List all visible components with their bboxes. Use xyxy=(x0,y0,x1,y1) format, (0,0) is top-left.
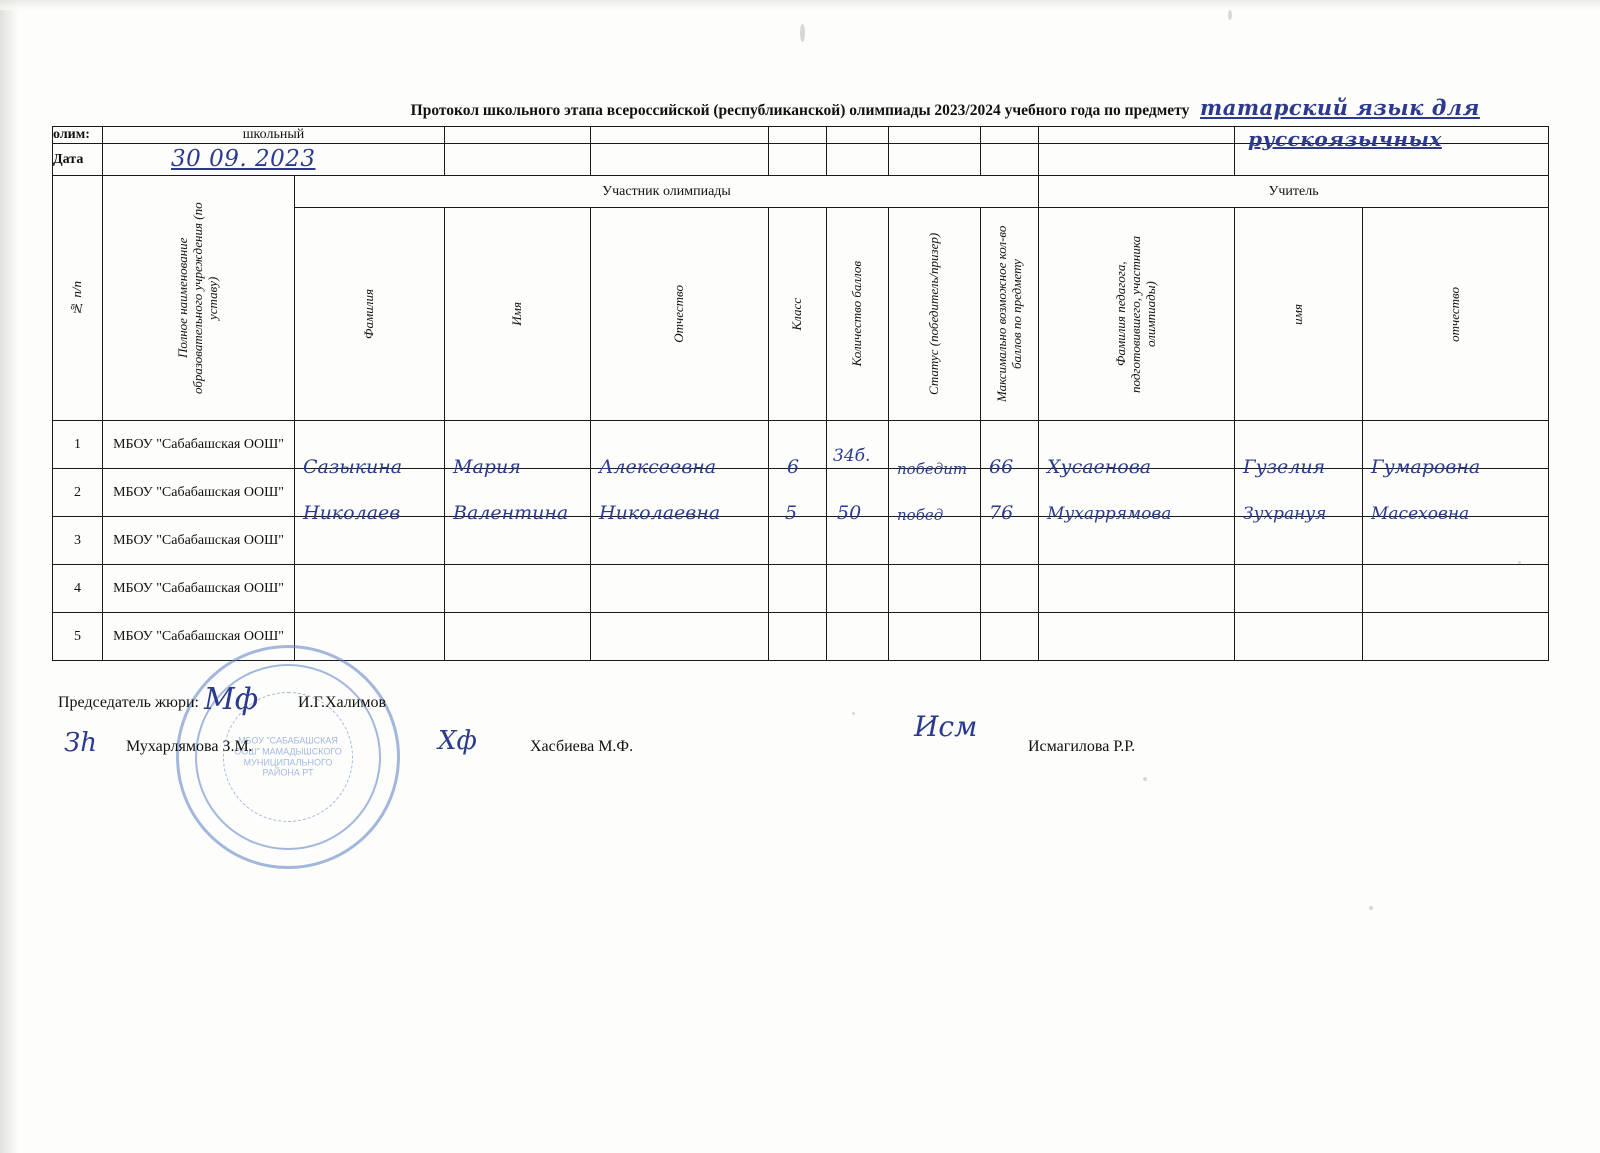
row-grade-value: 6 xyxy=(787,456,800,478)
row-status-value: побед xyxy=(897,506,944,524)
col-header-teacher-patronymic-label: отчество xyxy=(1447,286,1463,342)
row-patronymic xyxy=(591,469,769,524)
row-max-score xyxy=(981,469,1039,524)
row-max-score xyxy=(981,517,1039,565)
row-teacher-surname xyxy=(1039,469,1235,524)
stage-label: олим: xyxy=(53,127,103,144)
page-title: Протокол школьного этапа всероссийской (республиканской) олимпиады 2023/2024 учебного года по предмету xyxy=(410,102,1190,119)
scan-edge-left xyxy=(0,0,18,1153)
row-teacher-name xyxy=(1235,565,1363,613)
table-row xyxy=(53,565,1549,613)
row-max-score xyxy=(981,421,1039,478)
date-blank-6 xyxy=(981,144,1039,176)
row-teacher-patronymic xyxy=(1363,421,1549,478)
col-header-teacher-surname-label: Фамилия педагога, подготовившего, участника олимпиады) xyxy=(1113,235,1158,393)
stage-blank-5 xyxy=(889,127,981,144)
row-patronymic xyxy=(591,517,769,565)
col-header-grade-label: Класс xyxy=(789,297,805,331)
stamp-text: МБОУ "САБАБАШСКАЯ ООШ" МАМАДЫШСКОГО МУНИЦИПАЛЬНОГО РАЙОНА РТ xyxy=(234,735,342,778)
group-header-participant: Участник олимпиады xyxy=(295,176,1039,208)
col-header-score xyxy=(827,208,889,421)
stage-blank-7 xyxy=(1039,127,1235,144)
row-org: МБОУ "Сабабашская ООШ" xyxy=(103,421,295,469)
row-status xyxy=(889,469,981,524)
row-status xyxy=(889,517,981,565)
col-header-org xyxy=(103,176,295,421)
row-surname xyxy=(295,469,445,524)
date-blank-7 xyxy=(1039,144,1235,176)
row-teacher-patronymic xyxy=(1363,613,1549,661)
row-status xyxy=(889,613,981,661)
row-num: 2 xyxy=(53,469,103,517)
member2-name: Хасбиева М.Ф. xyxy=(530,738,634,755)
row-org: МБОУ "Сабабашская ООШ" xyxy=(103,565,295,613)
row-teacher-name-value: Зухрануя xyxy=(1243,504,1327,524)
row-teacher-patronymic-value: Масеховна xyxy=(1371,504,1470,524)
row-num: 4 xyxy=(53,565,103,613)
row-grade xyxy=(769,613,827,661)
col-header-name xyxy=(445,208,591,421)
col-header-score-label: Количество баллов xyxy=(849,261,865,367)
row-num: 3 xyxy=(53,517,103,565)
row-max-score-value: 76 xyxy=(989,502,1014,524)
member3-name: Исмагилова Р.Р. xyxy=(1028,738,1136,755)
row-max-score xyxy=(981,613,1039,661)
member2-signature-mark: Хф xyxy=(438,726,477,756)
row-score-value: 50 xyxy=(837,502,862,524)
table-row xyxy=(53,517,1549,565)
row-teacher-surname xyxy=(1039,517,1235,565)
row-score xyxy=(827,421,889,469)
members-signature-row xyxy=(58,710,1458,766)
row-surname-value: Сазыкина xyxy=(303,456,403,478)
paper-speck xyxy=(800,24,805,42)
row-patronymic xyxy=(591,565,769,613)
row-status xyxy=(889,565,981,613)
scan-edge-top xyxy=(0,0,1600,10)
col-header-status-label: Статус (победитель/призер) xyxy=(926,232,942,396)
row-grade xyxy=(769,517,827,565)
date-label: Дата xyxy=(53,144,103,176)
row-surname xyxy=(295,421,445,478)
stage-blank-4 xyxy=(827,127,889,144)
protocol-document xyxy=(52,96,1548,661)
row-surname-value: Николаев xyxy=(303,502,401,524)
row-name xyxy=(445,517,591,565)
row-org: МБОУ "Сабабашская ООШ" xyxy=(103,469,295,517)
table-row xyxy=(53,469,1549,517)
row-patronymic-value: Алексеевна xyxy=(599,456,717,478)
date-blank-4 xyxy=(827,144,889,176)
row-surname xyxy=(295,565,445,613)
row-teacher-name-value: Гузелия xyxy=(1243,456,1326,478)
col-header-surname xyxy=(295,208,445,421)
paper-speck xyxy=(1143,777,1147,781)
row-teacher-surname xyxy=(1039,565,1235,613)
date-blank-5 xyxy=(889,144,981,176)
row-grade-value: 5 xyxy=(785,502,798,524)
row-score xyxy=(827,613,889,661)
row-teacher-patronymic xyxy=(1363,469,1549,524)
date-row xyxy=(53,144,1549,176)
date-blank-3 xyxy=(769,144,827,176)
row-name-value: Валентина xyxy=(453,502,569,524)
stage-blank-8 xyxy=(1235,127,1549,144)
member1-signature-mark: Зh xyxy=(64,728,97,758)
stage-blank-6 xyxy=(981,127,1039,144)
col-header-max-score xyxy=(981,208,1039,421)
row-name-value: Мария xyxy=(453,456,521,478)
date-value-cell xyxy=(103,144,445,176)
row-num: 5 xyxy=(53,613,103,661)
row-name xyxy=(445,613,591,661)
row-teacher-surname xyxy=(1039,421,1235,478)
chair-name: И.Г.Халимов xyxy=(298,694,387,711)
row-grade xyxy=(769,565,827,613)
col-header-surname-label: Фамилия xyxy=(361,289,377,339)
col-header-name-label: Имя xyxy=(509,302,525,326)
col-header-teacher-patronymic xyxy=(1363,208,1549,421)
row-teacher-name xyxy=(1235,613,1363,661)
row-patronymic xyxy=(591,421,769,478)
paper-speck xyxy=(1369,906,1373,910)
row-grade xyxy=(769,421,827,478)
date-blank-8 xyxy=(1235,144,1549,176)
row-score xyxy=(827,565,889,613)
stage-blank-1 xyxy=(445,127,591,144)
row-teacher-name xyxy=(1235,517,1363,565)
row-status-value: победит xyxy=(897,460,968,478)
row-teacher-patronymic xyxy=(1363,517,1549,565)
col-header-teacher-name xyxy=(1235,208,1363,421)
row-teacher-patronymic-value: Гумаровна xyxy=(1371,456,1481,478)
row-max-score-value: 66 xyxy=(989,456,1014,478)
col-header-max-score-label: Максимально возможное кол-во баллов по предмету xyxy=(993,225,1024,403)
subject-handwritten-line2: русскоязычных xyxy=(1248,127,1442,151)
date-blank-1 xyxy=(445,144,591,176)
row-num: 1 xyxy=(53,421,103,469)
row-score-value: 34б. xyxy=(833,446,871,466)
row-teacher-patronymic xyxy=(1363,565,1549,613)
row-patronymic xyxy=(591,613,769,661)
row-teacher-name xyxy=(1235,421,1363,478)
chair-signature-mark: Мф xyxy=(204,682,259,717)
col-header-teacher-name-label: имя xyxy=(1290,303,1306,325)
row-name xyxy=(445,565,591,613)
row-org: МБОУ "Сабабашская ООШ" xyxy=(103,517,295,565)
col-header-grade xyxy=(769,208,827,421)
row-teacher-surname-value: Хусаенова xyxy=(1047,456,1152,478)
row-status xyxy=(889,421,981,478)
date-blank-2 xyxy=(591,144,769,176)
row-grade xyxy=(769,469,827,524)
stage-row xyxy=(53,127,1549,144)
col-header-status xyxy=(889,208,981,421)
row-score xyxy=(827,517,889,565)
member1-name: Мухарлямова З.М. xyxy=(126,738,253,755)
member3-signature-mark: Исм xyxy=(914,710,978,743)
col-header-org-label: Полное наименование образовательного учреждения (по уставу) xyxy=(175,202,220,394)
group-header-teacher: Учитель xyxy=(1039,176,1549,208)
group-header-row xyxy=(53,176,1549,208)
row-name xyxy=(445,421,591,478)
table-row xyxy=(53,421,1549,469)
subject-handwritten-line1: татарский язык для xyxy=(1200,95,1480,120)
col-header-num xyxy=(53,176,103,421)
row-surname xyxy=(295,517,445,565)
row-score xyxy=(827,469,889,524)
row-name xyxy=(445,469,591,524)
row-teacher-surname-value: Мухаррямова xyxy=(1047,504,1172,524)
chair-label: Председатель жюри: xyxy=(58,694,199,711)
signatures-block xyxy=(58,682,1458,766)
paper-speck xyxy=(1228,10,1232,20)
col-header-patronymic-label: Отчество xyxy=(671,285,687,343)
stage-blank-3 xyxy=(769,127,827,144)
protocol-table xyxy=(52,126,1549,661)
stage-value: школьный xyxy=(103,127,445,144)
row-org: МБОУ "Сабабашская ООШ" xyxy=(103,613,295,661)
row-teacher-surname xyxy=(1039,613,1235,661)
date-value: 30 09. 2023 xyxy=(171,146,316,172)
row-patronymic-value: Николаевна xyxy=(599,502,721,524)
row-teacher-name xyxy=(1235,469,1363,524)
stage-blank-2 xyxy=(591,127,769,144)
col-header-teacher-surname xyxy=(1039,208,1235,421)
row-max-score xyxy=(981,565,1039,613)
chair-signature-row xyxy=(58,682,1458,724)
col-header-patronymic xyxy=(591,208,769,421)
col-header-num-label: № п/п xyxy=(69,280,85,316)
